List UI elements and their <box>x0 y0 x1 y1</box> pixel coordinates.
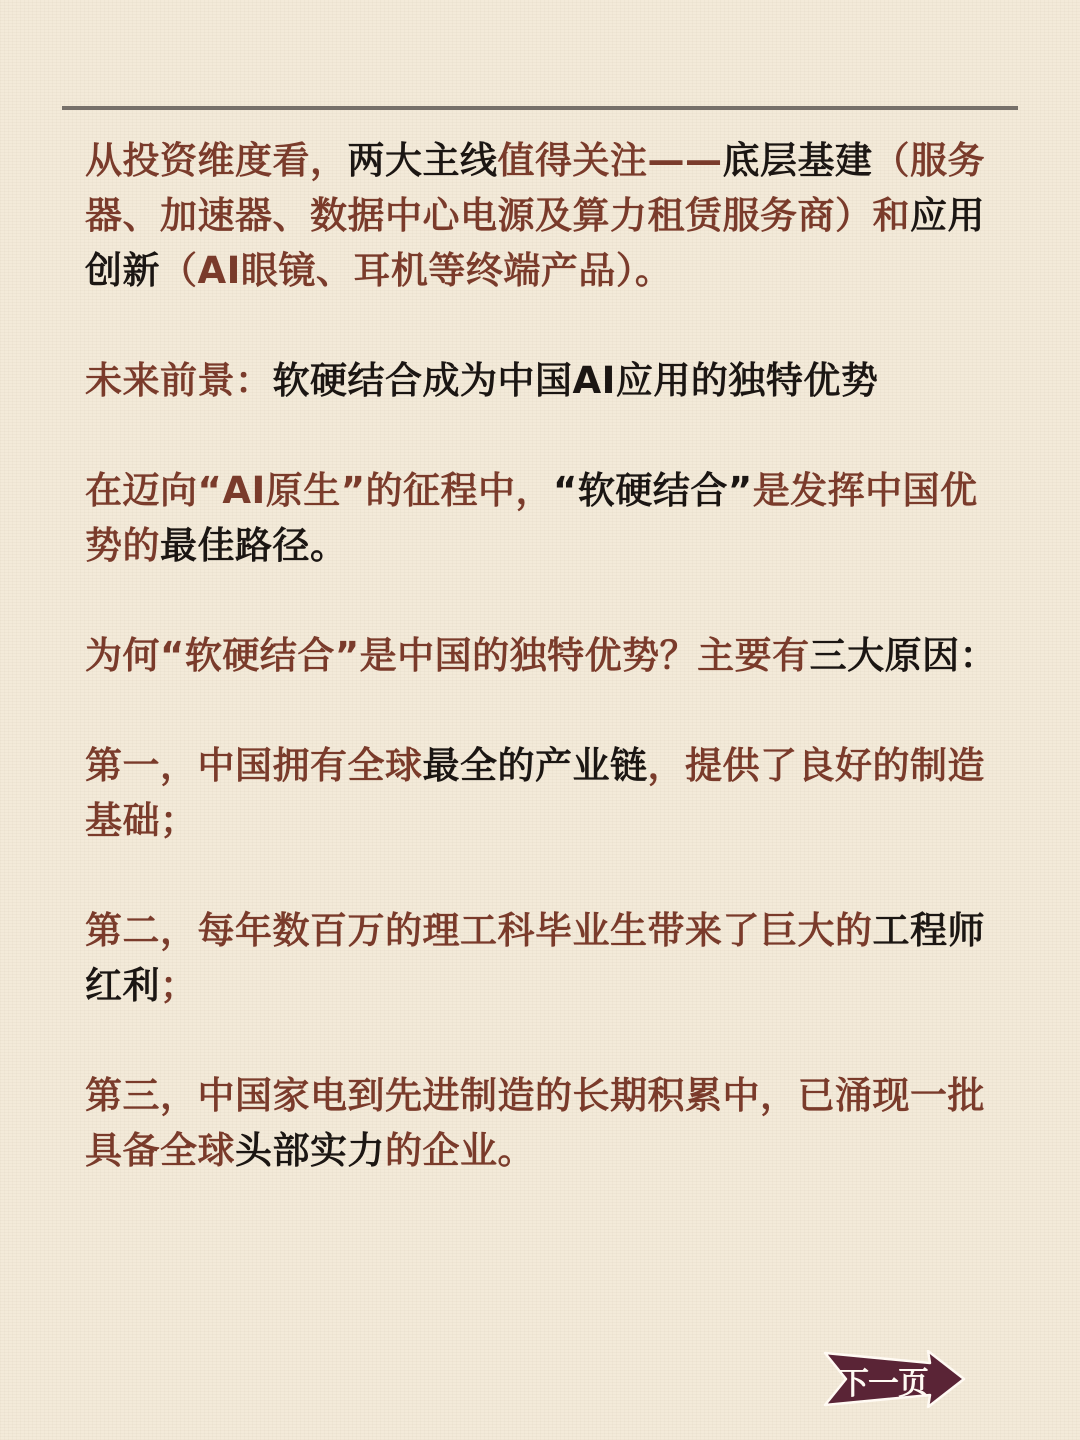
paragraph-reason-1 <box>85 738 1000 848</box>
next-page-button[interactable] <box>822 1350 967 1408</box>
segment-accent: 第三，中国家电到先进制造的长期积累中，已涌现一批具备全球 <box>85 1074 985 1172</box>
segment-highlight: 三大原因： <box>809 634 998 677</box>
segment-accent: 未来前景： <box>85 359 273 402</box>
segment-highlight: 底层基建 <box>722 139 873 182</box>
segment-highlight: 工程师红利 <box>85 909 985 1007</box>
segment-accent: 的企业。 <box>385 1129 535 1172</box>
paragraph-reason-3 <box>85 1068 1000 1178</box>
paragraph-investment <box>85 133 1000 298</box>
segment-highlight: 头部实力 <box>235 1129 385 1172</box>
paragraph-gap <box>85 408 1000 463</box>
segment-highlight: 两大主线 <box>347 139 498 182</box>
paragraph-ai-native <box>85 463 1000 573</box>
article-body <box>85 133 1000 1178</box>
paragraph-reason-2 <box>85 903 1000 1013</box>
segment-highlight: 软硬结合成为中国AI应用的独特优势 <box>272 359 879 402</box>
segment-accent: （AI眼镜、耳机等终端产品）。 <box>160 249 673 292</box>
segment-highlight: 最全的产业链 <box>422 744 648 787</box>
segment-accent: ； <box>160 964 198 1007</box>
paragraph-question <box>85 628 1000 683</box>
segment-accent: ，提供了良好的制造基础； <box>85 744 985 842</box>
segment-accent: 第一，中国拥有全球 <box>85 744 423 787</box>
paragraph-gap <box>85 1013 1000 1068</box>
segment-accent: 第二，每年数百万的理工科毕业生带来了巨大的 <box>85 909 873 952</box>
segment-highlight: “软硬结合” <box>553 469 753 512</box>
paragraph-gap <box>85 298 1000 353</box>
segment-accent: （服务器、加速器、数据中心电源及算力租赁服务商）和 <box>85 139 985 237</box>
top-divider <box>62 106 1018 110</box>
segment-accent: 从投资维度看， <box>85 139 348 182</box>
section-heading-future <box>85 353 1000 408</box>
segment-accent: 是发挥中国优势的 <box>85 469 978 567</box>
paragraph-gap <box>85 683 1000 738</box>
segment-highlight: 应用创新 <box>85 194 985 292</box>
segment-accent: 在迈向“AI原生”的征程中， <box>85 469 554 512</box>
segment-accent: 值得关注—— <box>497 139 723 182</box>
segment-accent: 为何“软硬结合”是中国的独特优势？主要有 <box>85 634 810 677</box>
paragraph-gap <box>85 848 1000 903</box>
paragraph-gap <box>85 573 1000 628</box>
segment-highlight: 最佳路径。 <box>160 524 348 567</box>
next-page-label: 下一页 <box>838 1366 928 1402</box>
